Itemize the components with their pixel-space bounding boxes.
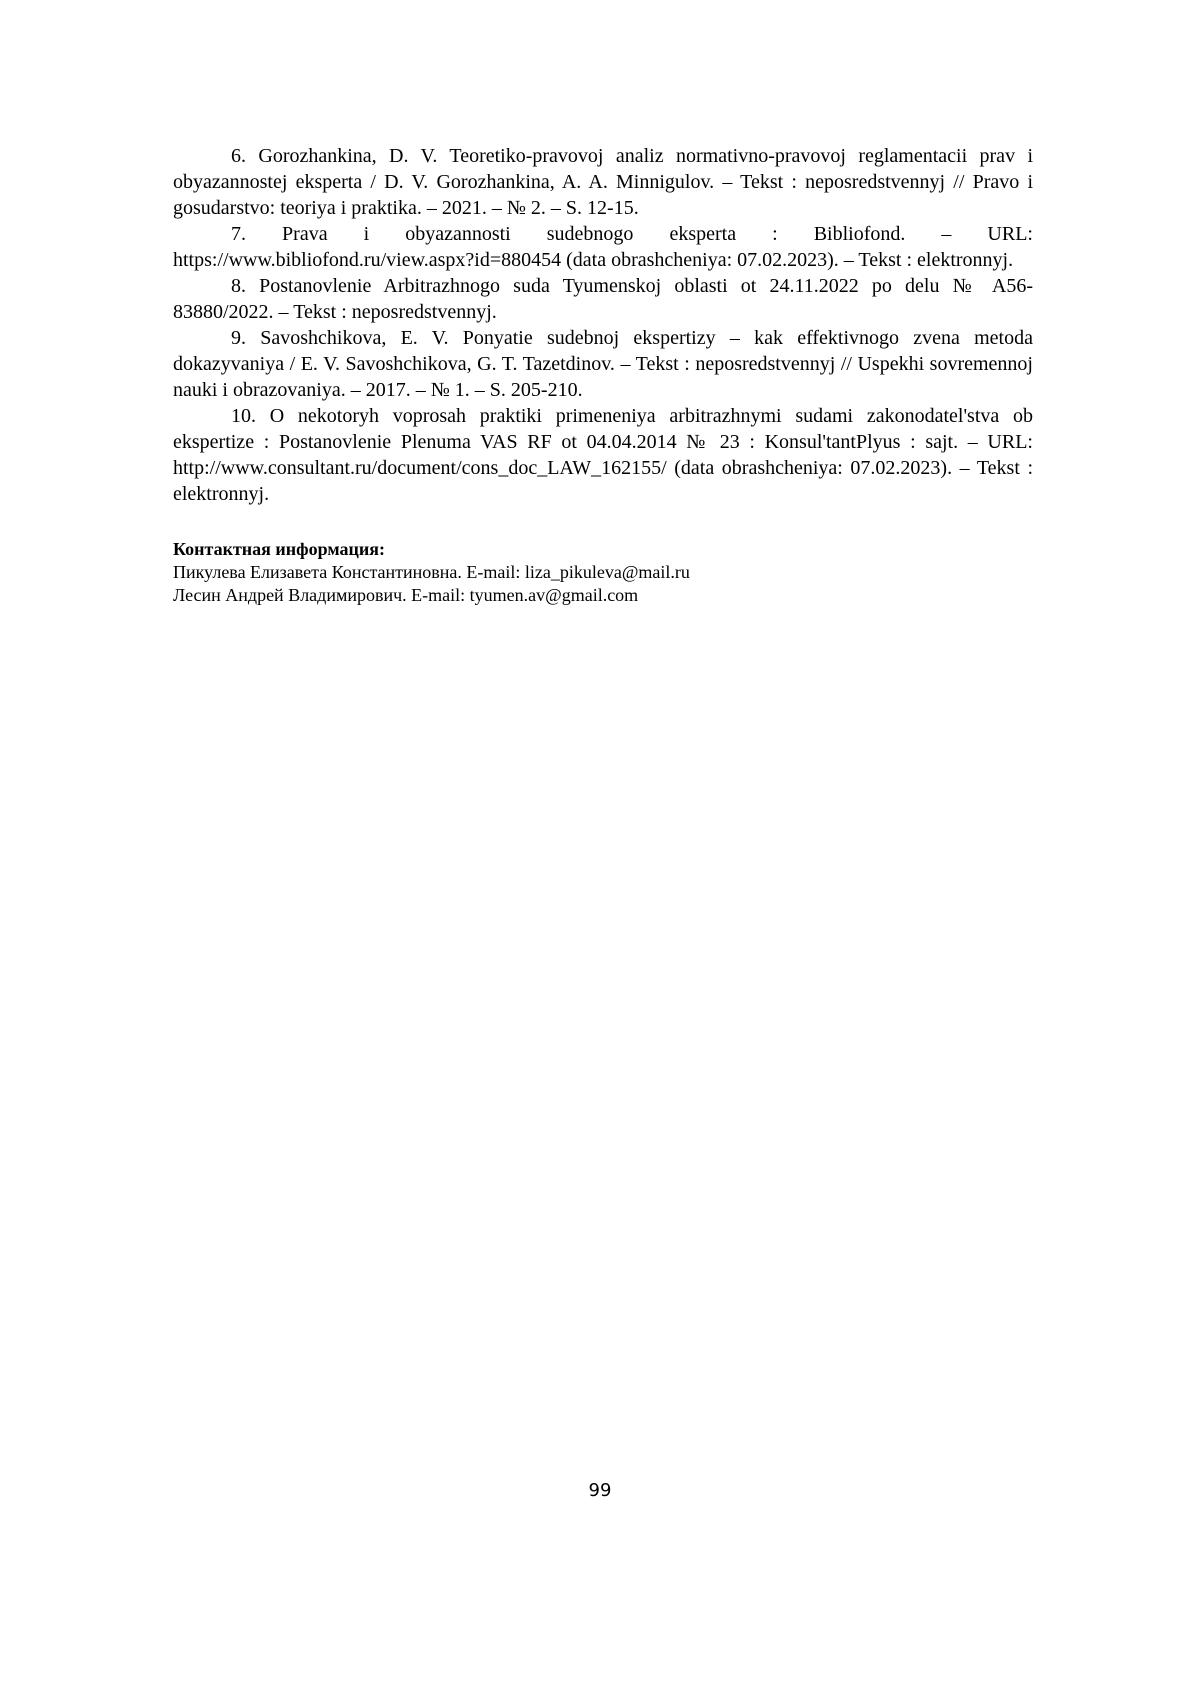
reference-item-6: 6. Gorozhankina, D. V. Teoretiko-pravovoj analiz normativno-pravovoj reglamentacii prav i obyazannostej eksperta / D. V. Gorozhankina, A. A. Minnigulov. – Tekst : neposredstvennyj // Pravo i gosudarstvo: teoriya i praktika. – 2021. – № 2. – S. 12-15. xyxy=(173,145,1033,219)
page-number: 99 xyxy=(588,1480,612,1501)
contact-info-heading: Контактная информация: xyxy=(173,539,385,559)
reference-item-8: 8. Postanovlenie Arbitrazhnogo suda Tyumenskoj oblasti ot 24.11.2022 po delu № A56-83880/2022. – Tekst : neposredstvennyj. xyxy=(173,275,1033,323)
reference-item-9: 9. Savoshchikova, E. V. Ponyatie sudebnoj ekspertizy – kak effektivnogo zvena metoda dokazyvaniya / E. V. Savoshchikova, G. T. Tazetdinov. – Tekst : neposredstvennyj // Uspekhi sovremennoj nauki i obrazovaniya. – 2017. – № 1. – S. 205-210. xyxy=(173,327,1033,401)
reference-item-7: 7. Prava i obyazannosti sudebnogo eksperta : Bibliofond. – URL: https://www.bibliofond.ru/view.aspx?id=880454 (data obrashcheniya: 07.02.2023). – Tekst : elektronnyj. xyxy=(173,223,1033,271)
contact-line-lesin: Лесин Андрей Владимирович. E-mail: tyumen.av@gmail.com xyxy=(173,585,639,605)
reference-list xyxy=(173,143,1033,507)
page-content xyxy=(173,143,1033,607)
contact-line-pikuleva: Пикулева Елизавета Константиновна. E-mail: liza_pikuleva@mail.ru xyxy=(173,562,690,582)
reference-item-10: 10. O nekotoryh voprosah praktiki primeneniya arbitrazhnymi sudami zakonodatel'stva ob ekspertize : Postanovlenie Plenuma VAS RF ot 04.04.2014 № 23 : Konsul'tantPlyus : sajt. – URL: http://www.consultant.ru/document/cons_doc_LAW_162155/ (data obrashcheniya: 07.02.2023). – Tekst : elektronnyj. xyxy=(173,405,1033,505)
contact-info-section xyxy=(173,538,1033,607)
